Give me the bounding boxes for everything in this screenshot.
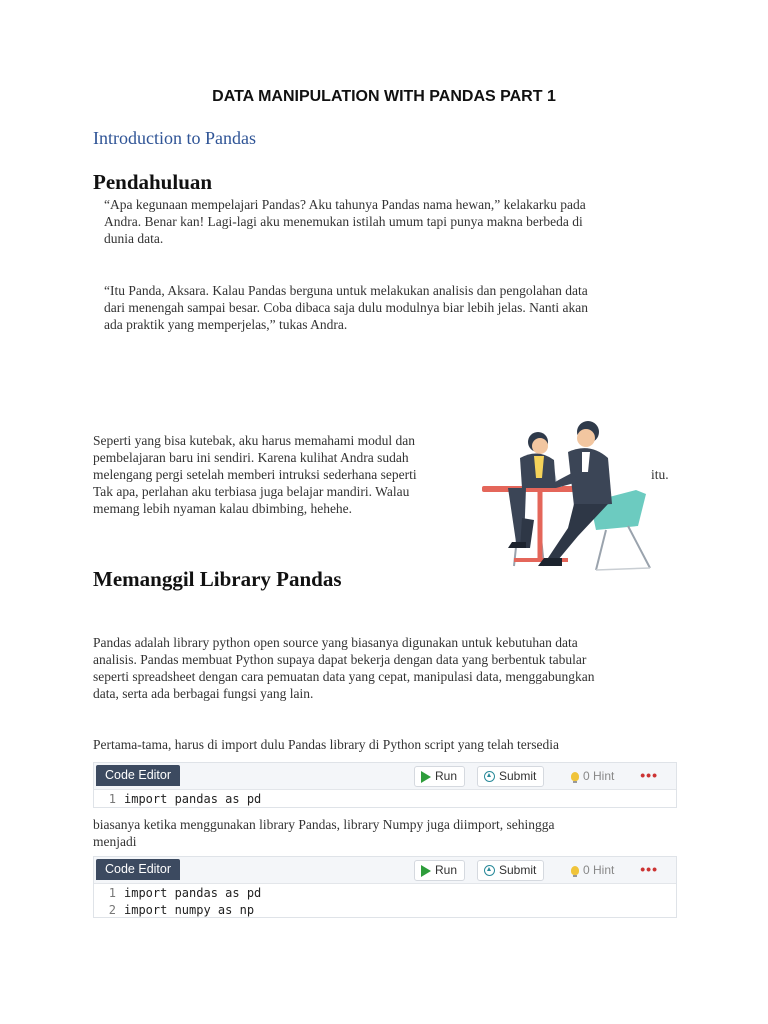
text-line: melengang pergi setelah memberi intruksi sederhana seperti [93, 467, 417, 482]
paragraph-tail-text: itu. [651, 467, 669, 482]
document-title: DATA MANIPULATION WITH PANDAS PART 1 [212, 88, 556, 105]
text-line: dari menengah sampai besar. Coba dibaca saja dulu modulnya biar lebih jelas. Nanti akan [104, 300, 588, 315]
more-options-icon[interactable]: ••• [640, 861, 658, 877]
lightbulb-icon [571, 866, 579, 875]
text-line: memang lebih nyaman kalau dbimbing, hehehe. [93, 501, 353, 516]
text-line: Seperti yang bisa kutebak, aku harus memahami modul dan [93, 433, 416, 448]
play-icon [421, 771, 431, 783]
run-label: Run [435, 769, 458, 783]
pandas-description-paragraph [93, 634, 673, 702]
intro-paragraph [93, 432, 473, 517]
run-button[interactable] [414, 766, 465, 787]
play-icon [421, 865, 431, 877]
text-line: Tak apa, perlahan aku terbiasa juga belajar mandiri. Walau [93, 484, 410, 499]
text-line: menjadi [93, 834, 137, 849]
submit-label: Submit [499, 769, 537, 783]
heading-pendahuluan: Pendahuluan [93, 170, 213, 194]
submit-button[interactable] [477, 766, 544, 787]
text-line: analisis. Pandas membuat Python supaya dapat bekerja dengan data yang berbentuk tabular [93, 652, 587, 667]
text-line: dunia data. [104, 231, 164, 246]
text-line: pembelajaran baru ini sendiri. Karena kulihat Andra sudah [93, 450, 409, 465]
code-editor-1 [93, 762, 677, 808]
text-line: seperti spreadsheet dengan cara pemuatan data yang cepat, manipulasi data, menggabungkan [93, 669, 595, 684]
editor-toolbar [94, 857, 676, 884]
submit-button[interactable] [477, 860, 544, 881]
hint-button[interactable] [564, 860, 622, 881]
section-subtitle: Introduction to Pandas [93, 128, 256, 148]
more-options-icon[interactable]: ••• [640, 767, 658, 783]
quote-paragraph-2 [104, 282, 674, 333]
submit-label: Submit [499, 863, 537, 877]
heading-memanggil-library: Memanggil Library Pandas [93, 567, 342, 591]
text-line: “Apa kegunaan mempelajari Pandas? Aku tahunya Pandas nama hewan,” kelakarku pada [104, 197, 586, 212]
code-area[interactable] [94, 884, 676, 919]
hint-label: 0 Hint [583, 863, 615, 877]
text-line: ada praktik yang memperjelas,” tukas Andra. [104, 317, 348, 332]
text-line: biasanya ketika menggunakan library Pandas, library Numpy juga diimport, sehingga [93, 817, 555, 832]
code-line [94, 885, 676, 902]
upload-icon [484, 771, 495, 782]
code-line [94, 791, 676, 808]
quote-paragraph-1 [104, 196, 674, 247]
run-button[interactable] [414, 860, 465, 881]
line-number: 2 [108, 903, 116, 917]
line-number: 1 [108, 792, 116, 806]
code-line [94, 902, 676, 919]
code-area[interactable] [94, 790, 676, 808]
code-text: import numpy as np [124, 903, 255, 917]
text-line: data, serta ada berbagai fungsi yang lain. [93, 686, 314, 701]
code-editor-tab[interactable]: Code Editor [96, 765, 180, 786]
code-text: import pandas as pd [124, 792, 262, 806]
text-line: “Itu Panda, Aksara. Kalau Pandas berguna untuk melakukan analisis dan pengolahan data [104, 283, 588, 298]
lightbulb-icon [571, 772, 579, 781]
hint-button[interactable] [564, 766, 622, 787]
code-editor-tab[interactable]: Code Editor [96, 859, 180, 880]
code-text: import pandas as pd [124, 886, 262, 900]
numpy-instruction-text [93, 816, 673, 850]
hint-label: 0 Hint [583, 769, 615, 783]
code-editor-2 [93, 856, 677, 918]
text-line: Pandas adalah library python open source yang biasanya digunakan untuk kebutuhan data [93, 635, 578, 650]
meeting-illustration [478, 418, 658, 576]
import-instruction-text: Pertama-tama, harus di import dulu Pandas library di Python script yang telah tersedia [93, 737, 560, 752]
text-line: Andra. Benar kan! Lagi-lagi aku menemukan istilah umum tapi punya makna berbeda di [104, 214, 583, 229]
editor-toolbar [94, 763, 676, 790]
run-label: Run [435, 863, 458, 877]
upload-icon [484, 865, 495, 876]
line-number: 1 [108, 886, 116, 900]
